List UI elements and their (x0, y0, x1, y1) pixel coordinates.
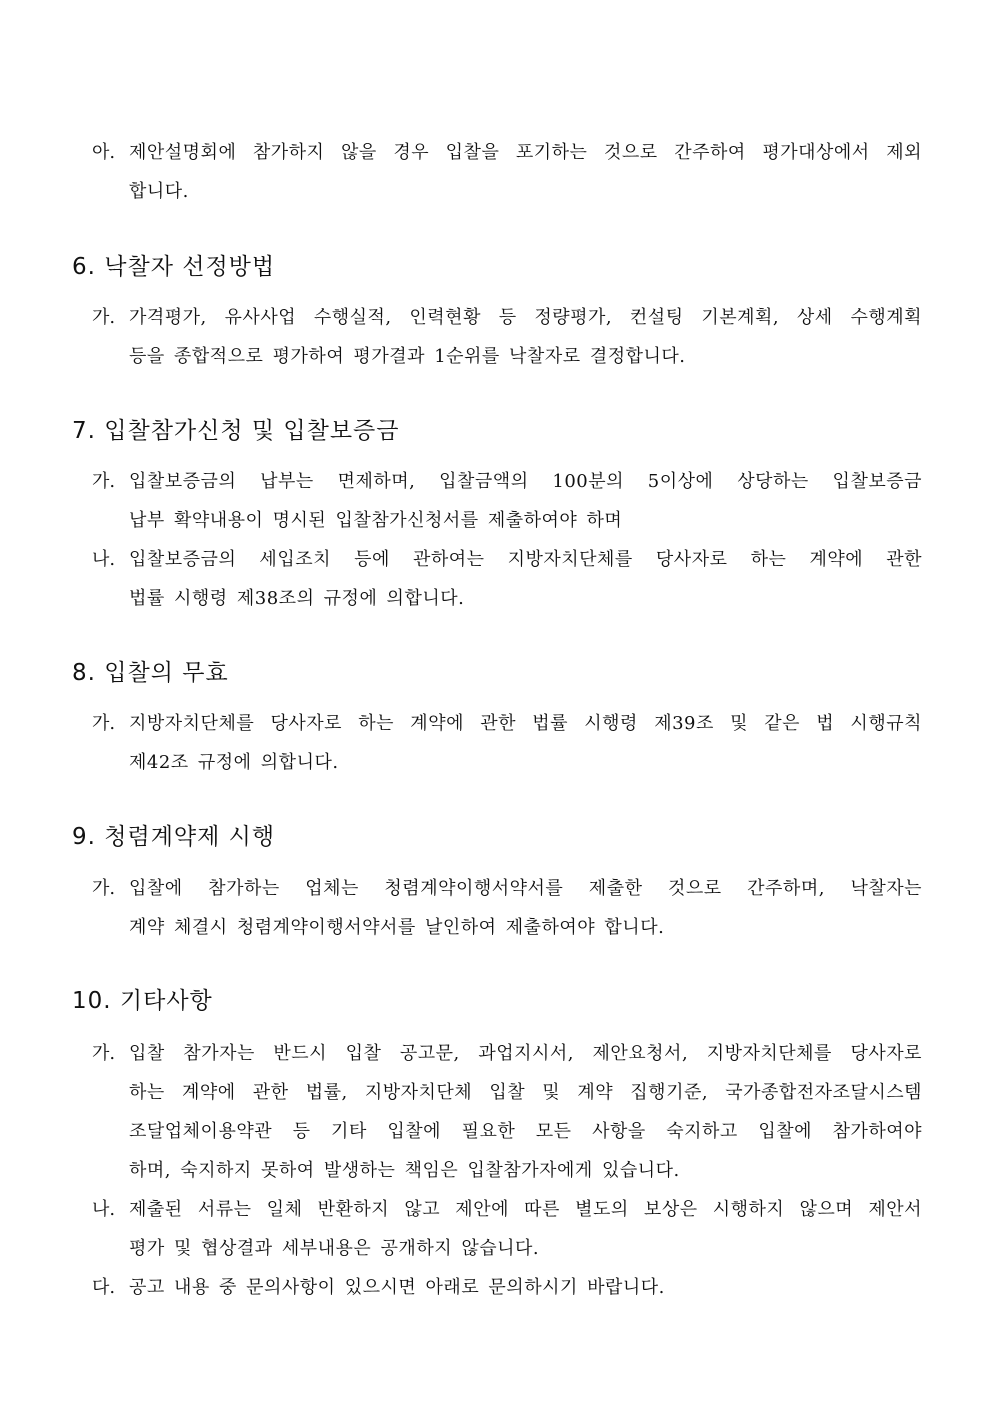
text-line: 제42조 규정에 의합니다. (129, 752, 339, 773)
text-line: 법률 시행령 제38조의 규정에 의합니다. (129, 588, 465, 609)
text-line: 입찰에 참가하는 업체는 청렴계약이행서약서를 제출한 것으로 간주하며, 낙찰자는 (129, 878, 922, 899)
list-item-ga (92, 1034, 922, 1190)
list-item-text (129, 298, 922, 376)
list-marker: 가. (92, 713, 116, 734)
list-marker: 나. (92, 1199, 116, 1220)
text-line: 납부 확약내용이 명시된 입찰참가신청서를 제출하여야 하며 (129, 510, 623, 531)
text-line: 제안설명회에 참가하지 않을 경우 입찰을 포기하는 것으로 간주하여 평가대상에서 제외 (129, 142, 922, 163)
text-line: 평가 및 협상결과 세부내용은 공개하지 않습니다. (129, 1238, 540, 1259)
section-title-7: 7. 입찰참가신청 및 입찰보증금 (72, 418, 400, 444)
text-line: 가격평가, 유사사업 수행실적, 인력현황 등 정량평가, 컨설팅 기본계획, 상세 수행계획 (129, 307, 922, 328)
list-item-na (92, 1190, 922, 1268)
list-marker: 아. (92, 142, 116, 163)
text-line: 하며, 숙지하지 못하여 발생하는 책임은 입찰참가자에게 있습니다. (129, 1160, 680, 1181)
list-item-text (129, 1268, 922, 1307)
section-title-8: 8. 입찰의 무효 (72, 660, 229, 686)
text-line: 입찰보증금의 세입조치 등에 관하여는 지방자치단체를 당사자로 하는 계약에 관한 (129, 549, 922, 570)
list-marker: 나. (92, 549, 116, 570)
list-item-text (129, 540, 922, 618)
text-line: 공고 내용 중 문의사항이 있으시면 아래로 문의하시기 바랍니다. (129, 1277, 665, 1298)
text-line: 입찰 참가자는 반드시 입찰 공고문, 과업지시서, 제안요청서, 지방자치단체를 당사자로 (129, 1043, 922, 1064)
list-item-na (92, 540, 922, 618)
list-item-ga (92, 298, 922, 376)
text-line: 계약 체결시 청렴계약이행서약서를 날인하여 제출하여야 합니다. (129, 917, 665, 938)
list-item-text (129, 462, 922, 540)
section-title-6: 6. 낙찰자 선정방법 (72, 254, 276, 280)
list-item-da (92, 1268, 922, 1307)
list-marker: 가. (92, 471, 116, 492)
list-item-ah (92, 133, 922, 211)
list-marker: 가. (92, 307, 116, 328)
text-line: 입찰보증금의 납부는 면제하며, 입찰금액의 100분의 5이상에 상당하는 입찰보증금 (129, 471, 922, 492)
text-line: 조달업체이용약관 등 기타 입찰에 필요한 모든 사항을 숙지하고 입찰에 참가하여야 (129, 1121, 922, 1142)
list-marker: 가. (92, 878, 116, 899)
text-line: 제출된 서류는 일체 반환하지 않고 제안에 따른 별도의 보상은 시행하지 않으며 제안서 (129, 1199, 922, 1220)
list-item-ga (92, 704, 922, 782)
list-item-text (129, 1034, 922, 1190)
list-item-text (129, 869, 922, 947)
text-line: 합니다. (129, 181, 189, 202)
text-line: 하는 계약에 관한 법률, 지방자치단체 입찰 및 계약 집행기준, 국가종합전자조달시스템 (129, 1082, 922, 1103)
list-marker: 다. (92, 1277, 116, 1298)
list-item-ga (92, 869, 922, 947)
list-marker: 가. (92, 1043, 116, 1064)
section-title-9: 9. 청렴계약제 시행 (72, 824, 276, 850)
list-item-text (129, 1190, 922, 1268)
text-line: 등을 종합적으로 평가하여 평가결과 1순위를 낙찰자로 결정합니다. (129, 346, 686, 367)
list-item-ga (92, 462, 922, 540)
text-line: 지방자치단체를 당사자로 하는 계약에 관한 법률 시행령 제39조 및 같은 법 시행규칙 (129, 713, 922, 734)
list-item-text (129, 133, 922, 211)
section-title-10: 10. 기타사항 (72, 988, 213, 1014)
list-item-text (129, 704, 922, 782)
